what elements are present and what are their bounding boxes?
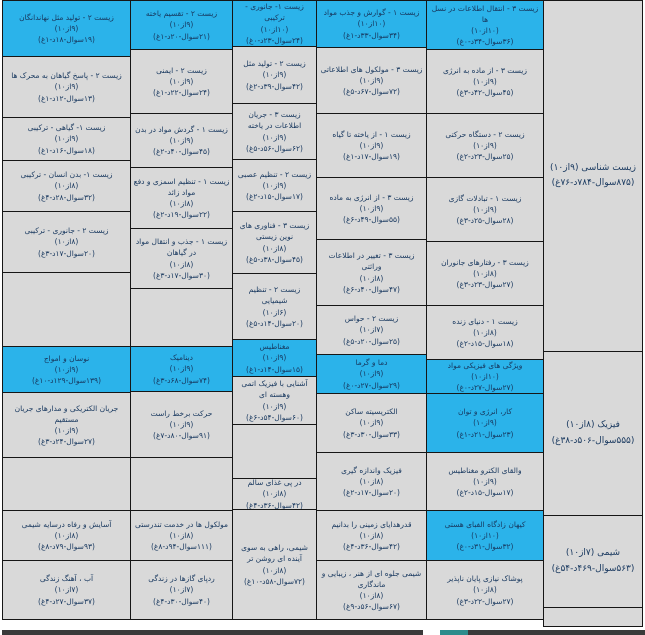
topic-score: (۹از۱۰) xyxy=(473,140,497,150)
topic-cell[interactable] xyxy=(316,47,427,114)
topic-title: زیست ۳ - رفتارهای جانوران xyxy=(441,257,529,267)
topic-stats: (۷۲سوال-۶۷د-۵غ) xyxy=(343,87,400,97)
topic-score: (۹از۱۰) xyxy=(262,180,287,190)
topic-score: (۸از۱۰) xyxy=(473,268,497,278)
topic-score: (۹از۱۰) xyxy=(473,76,497,86)
topic-stats: (۴۷سوال-۴۰د-۶غ) xyxy=(343,284,400,294)
topic-score: (۹از۱۰) xyxy=(54,134,79,144)
topic-stats: (۱۱۱سوال-۹۴د-۸غ) xyxy=(151,542,212,552)
topic-score: (۶از۱۰) xyxy=(262,307,287,317)
topic-title: نوسان و امواج xyxy=(43,353,90,363)
topic-stats: (۱۸سوال-۱۶د-۱غ) xyxy=(38,145,95,155)
topic-cell[interactable] xyxy=(426,0,544,50)
footer-segment xyxy=(423,630,440,635)
topic-title: زیست ۳ - فناوری های نوین زیستی xyxy=(239,221,310,242)
topic-stats: (۴۰سوال-۳۰د-۴غ) xyxy=(153,596,210,606)
topic-title: زیست ۳ - انتقال اطلاعات در نسل ها xyxy=(431,3,539,24)
topic-title: زیست ۳ - از ماده به انرژی xyxy=(442,65,527,75)
topic-stats: (۹۱سوال-۸۰د-۷غ) xyxy=(153,431,210,441)
topic-cell[interactable] xyxy=(316,560,427,620)
topic-title: زیست ۱ - از یاخته تا گیاه xyxy=(332,129,411,139)
topic-title: والقای الکترو مغناطیس xyxy=(448,465,522,475)
topic-title: زیست ۲ - دستگاه حرکتی xyxy=(445,129,525,139)
topic-score: (۸از۱۰) xyxy=(169,530,194,540)
topic-score: (۱۰از۱۰) xyxy=(471,26,499,35)
topic-cell[interactable] xyxy=(232,478,317,510)
topic-cell[interactable] xyxy=(316,177,427,240)
subject-stats: (۸۷۵سوال-۷۸۴د-۷۶غ) xyxy=(551,178,635,188)
topic-title: آب ، آهنگ زندگی xyxy=(39,574,94,584)
topic-title: فیزیک واندازه گیری xyxy=(341,465,402,475)
topic-title: زیست ۱- بدن انسان - ترکیبی xyxy=(20,170,113,180)
subject-header-column xyxy=(543,0,643,627)
topic-cell[interactable] xyxy=(232,376,317,425)
topic-cell[interactable] xyxy=(316,354,427,394)
topic-cell[interactable] xyxy=(426,305,544,360)
topic-stats: (۹۳سوال-۷۹د-۸غ) xyxy=(38,542,95,552)
subject-stats: (۵۵۵سوال-۵۰۶د-۳۸غ) xyxy=(551,435,635,446)
topic-title: کیهان زادگاه الفبای هستی xyxy=(444,519,526,529)
topic-title: زیست ۲ - تولید مثل xyxy=(243,59,306,69)
topic-score: (۸از۱۰) xyxy=(54,237,79,247)
topic-stats: (۳۷سوال-۲۷د-۴غ) xyxy=(38,596,95,606)
topic-cell[interactable] xyxy=(316,393,427,453)
topic-stats: (۴۲سوال-۳۶د-۴غ) xyxy=(343,542,400,552)
topic-stats: (۲۷سوال-۲۳د-۳غ) xyxy=(456,280,514,290)
topic-title: کار، انرژی و توان xyxy=(457,407,513,417)
topic-stats: (۲۸سوال-۲۵د-۳غ) xyxy=(456,216,514,226)
topic-score: (۹از۱۰) xyxy=(359,75,384,85)
topic-cell[interactable] xyxy=(2,392,131,458)
empty-cell[interactable] xyxy=(232,424,317,479)
topic-score: (۸از۱۰) xyxy=(359,591,384,600)
topic-title: زیست ۱ - تنظیم اسمزی و دفع مواد زائد xyxy=(133,176,230,197)
topic-title: زیست ۲ - پاسخ گیاهان به محرک ها xyxy=(11,71,122,81)
subject-stats: (۵۶۳سوال-۴۶۹د-۵۴غ) xyxy=(551,563,635,574)
topic-cell[interactable] xyxy=(2,56,131,118)
subject-cell[interactable] xyxy=(543,351,643,516)
topic-score: (۹از۱۰) xyxy=(169,20,194,30)
topic-title: زیست ۱ - جذب و انتقال مواد در گیاهان xyxy=(135,237,228,258)
topic-stats: (۵۵سوال-۴۹د-۶غ) xyxy=(343,215,400,225)
topic-score: (۷از۱۰) xyxy=(359,325,384,335)
topic-score: (۹از۱۰) xyxy=(359,369,384,379)
topic-stats: (۲۷سوال-۲۷د-۰غ) xyxy=(456,383,514,393)
topic-title: زیست ۳ - جریان اطلاعات در یاخته xyxy=(247,110,302,131)
topic-stats: (۳۲سوال-۳۱د-۰غ) xyxy=(456,542,514,552)
topic-cell[interactable] xyxy=(2,0,131,57)
topic-stats: (۲۲سوال-۱۹د-۲غ) xyxy=(153,210,210,220)
subject-name: شیمی (۷از۱۰) xyxy=(565,548,621,559)
subject-name: زیست شناسی (۹از۱۰) xyxy=(550,162,636,173)
empty-cell[interactable] xyxy=(543,607,643,627)
topic-score: (۹از۱۰) xyxy=(359,140,384,150)
topic-stats: (۲۵سوال-۲۳د-۲غ) xyxy=(456,152,514,162)
topic-score: (۸از۱۰) xyxy=(359,273,384,283)
topic-score: (۹از۱۰) xyxy=(473,476,497,486)
topic-score: (۸از۱۰) xyxy=(359,530,384,540)
topic-title: دینامیک xyxy=(170,353,193,363)
topic-stats: (۱۹سوال-۱۷د-۱غ) xyxy=(343,152,400,162)
topic-stats: (۲۴سوال-۲۲د-۱غ) xyxy=(153,88,210,98)
topic-score: (۱۰از۱۰) xyxy=(471,371,499,381)
empty-cell[interactable] xyxy=(130,457,233,511)
topic-title: قدرهدایای زمینی را بدانیم xyxy=(331,519,412,529)
topic-column xyxy=(232,0,317,620)
topic-title: زیست ۲ - تقسیم یاخته xyxy=(145,9,218,19)
subject-cell[interactable] xyxy=(543,0,643,352)
topic-stats: (۳۲سوال-۲۸د-۴غ) xyxy=(38,192,95,202)
topic-cell[interactable] xyxy=(130,228,233,289)
topic-score: (۹از۱۰) xyxy=(473,418,497,428)
topic-score: (۸از۱۰) xyxy=(54,530,79,540)
topic-stats: (۴۲سوال-۳۹د-۲غ) xyxy=(246,81,303,91)
topic-cell[interactable] xyxy=(232,509,317,620)
topic-stats: (۴۵سوال-۳۸د-۵غ) xyxy=(246,254,303,264)
topic-title: مغناطیس xyxy=(259,342,290,352)
topic-cell[interactable] xyxy=(426,177,544,242)
topic-score: (۹از۱۰) xyxy=(359,203,384,213)
topic-cell[interactable] xyxy=(426,49,544,114)
topic-cell[interactable] xyxy=(2,117,131,161)
topic-title: زیست ۱ - گوارش و جذب مواد xyxy=(323,8,420,18)
subject-name: فیزیک (۸از۱۰) xyxy=(566,420,620,431)
topic-stats: (۱۵سوال-۱۴د-۱غ) xyxy=(246,364,303,374)
footer-bar xyxy=(2,630,645,635)
topic-title: پوشاک نیازی پایان ناپذیر xyxy=(447,574,523,584)
topic-stats: (۲۰سوال-۱۷د-۲غ) xyxy=(343,488,400,498)
topic-title: زیست ۲ - تولید مثل نهاندانگان xyxy=(19,12,114,22)
topic-cell[interactable] xyxy=(232,103,317,160)
topic-stats: (۷۴سوال-۶۸د-۳غ) xyxy=(153,375,210,385)
topic-cell[interactable] xyxy=(232,273,317,340)
topic-title: زیست ۲ - حواس xyxy=(344,314,399,324)
topic-column xyxy=(2,0,131,620)
topic-stats: (۲۷سوال-۲۲د-۳غ) xyxy=(456,596,514,606)
topic-score: (۹از۱۰) xyxy=(169,76,194,86)
topic-stats: (۳۰سوال-۱۷د-۳غ) xyxy=(153,270,210,280)
topic-title: زیست ۱- گیاهی - ترکیبی xyxy=(27,123,106,133)
empty-cell[interactable] xyxy=(2,457,131,511)
topic-score: (۱۰از۱۰) xyxy=(471,530,499,540)
topic-stats: (۶۷سوال-۵۶د-۹غ) xyxy=(343,602,400,612)
topic-cell[interactable] xyxy=(232,159,317,212)
topic-title: زیست ۲ - تنظیم عصبی xyxy=(237,169,312,179)
topic-score: (۸از۱۰) xyxy=(54,181,79,191)
topic-title: زیست ۳ - از انرژی به ماده xyxy=(329,192,414,202)
topic-cell[interactable] xyxy=(2,211,131,273)
topic-score: (۹از۱۰) xyxy=(54,364,79,374)
topic-stats: (۱۷سوال-۱۵د-۲غ) xyxy=(246,192,303,202)
topic-score: (۱۰از۱۰) xyxy=(260,24,289,34)
topic-cell[interactable] xyxy=(130,391,233,458)
topic-cell[interactable] xyxy=(130,167,233,229)
topic-cell[interactable] xyxy=(426,452,544,511)
topic-title: شیمی، راهی به سوی آینده ای روشن تر xyxy=(241,543,308,564)
topic-score: (۱۰از۱۰) xyxy=(357,19,386,29)
topic-score: (۸از۱۰) xyxy=(473,585,497,595)
topic-score: (۷از۱۰) xyxy=(54,585,79,595)
topic-score: (۸از۱۰) xyxy=(262,243,287,253)
topic-stats: (۳۴سوال-۳۳د-۱غ) xyxy=(343,30,400,40)
topic-cell[interactable] xyxy=(316,305,427,355)
topic-cell[interactable] xyxy=(426,393,544,453)
topic-title: مولکول ها در خدمت تندرستی xyxy=(134,519,229,529)
topic-column xyxy=(130,0,233,620)
topic-stats: (۲۰سوال-۱۴د-۵غ) xyxy=(246,318,303,328)
topic-score: (۹از۱۰) xyxy=(262,132,287,142)
topic-cell[interactable] xyxy=(232,46,317,104)
topic-title: ویژگی های فیزیکی مواد xyxy=(447,360,523,370)
topic-stats: (۱۷سوال-۱۵د-۲غ) xyxy=(456,488,514,498)
topic-stats: (۱۸سوال-۱۵د-۲غ) xyxy=(456,339,514,349)
topic-title: زیست ۳ - تغییر در اطلاعات وراثتی xyxy=(328,251,415,272)
topic-stats: (۴۵سوال-۴۰د-۲غ) xyxy=(153,147,210,157)
topic-stats: (۴۲سوال-۳۶د-۴غ) xyxy=(246,500,303,510)
topic-cell[interactable] xyxy=(2,346,131,393)
topic-cell[interactable] xyxy=(130,113,233,168)
topic-title: زیست ۲ - جانوری - ترکیبی xyxy=(24,226,109,236)
topic-cell[interactable] xyxy=(130,0,233,50)
topic-cell[interactable] xyxy=(426,359,544,394)
topic-stats: (۲۰سوال-۱۷د-۳غ) xyxy=(38,248,95,258)
topic-cell[interactable] xyxy=(2,510,131,561)
topic-score: (۹از۱۰) xyxy=(169,419,194,429)
footer-segment xyxy=(440,630,468,635)
topic-title: زیست ۱ - دنیای زنده xyxy=(452,316,518,326)
topic-stats: (۴۵سوال-۴۲د-۳غ) xyxy=(456,88,514,98)
empty-cell[interactable] xyxy=(2,272,131,347)
topic-cell[interactable] xyxy=(316,0,427,48)
topic-stats: (۳۳سوال-۳۰د-۳غ) xyxy=(343,429,400,439)
topic-cell[interactable] xyxy=(232,0,317,47)
topic-score: (۹از۱۰) xyxy=(262,401,287,411)
topic-score: (۹از۱۰) xyxy=(54,82,79,92)
topic-stats: (۱۳۹سوال-۱۲۹د-۱۰غ) xyxy=(31,376,102,386)
topic-title: زیست ۲ - تنظیم شیمیایی xyxy=(248,285,301,306)
topic-title: در پی غذای سالم xyxy=(247,478,302,488)
topic-score: (۹از۱۰) xyxy=(54,23,79,33)
topic-cell[interactable] xyxy=(130,560,233,620)
topic-stats: (۲۹سوال-۲۷د-۰غ) xyxy=(343,380,400,390)
topic-column xyxy=(316,0,427,620)
topic-column xyxy=(426,0,544,620)
topic-title: جریان الکتریکی و مدارهای جریان مستقیم xyxy=(14,403,119,424)
topic-stats: (۲۴سوال-۲۳د-۰غ) xyxy=(246,35,303,45)
topic-title: آسایش و رفاه درسایه شیمی xyxy=(21,519,112,529)
topic-title: دما و گرما xyxy=(355,358,388,368)
topic-score: (۸از۱۰) xyxy=(262,489,287,499)
topic-score: (۸از۱۰) xyxy=(169,259,194,269)
empty-cell[interactable] xyxy=(130,288,233,347)
topic-title: زیست ۲ - ایمنی xyxy=(156,65,207,75)
topic-stats: (۱۹سوال-۱۸د-۱غ) xyxy=(38,35,95,45)
topic-cell[interactable] xyxy=(426,560,544,620)
topic-title: زیست ۱ - گردش مواد در بدن xyxy=(135,124,228,134)
topic-title: زیست ۳ - مولکول های اطلاعاتی xyxy=(320,64,423,74)
topic-cell[interactable] xyxy=(426,241,544,306)
topic-stats: (۳۶سوال-۳۴د-۰غ) xyxy=(456,37,514,47)
topic-score: (۹از۱۰) xyxy=(359,418,384,428)
topic-title: زیست ۱ - تبادلات گازی xyxy=(448,193,522,203)
topic-stats: (۲۳سوال-۲۱د-۱غ) xyxy=(456,429,514,439)
topic-score: (۸از۱۰) xyxy=(262,565,287,575)
topic-cell[interactable] xyxy=(232,211,317,274)
topic-cell[interactable] xyxy=(316,510,427,561)
topic-title: حرکت برخط راست xyxy=(150,408,213,418)
topic-title: زیست ۱- جانوری - ترکیبی xyxy=(245,2,304,23)
topic-title: آشنایی با فیزیک اتمی وهسته ای xyxy=(241,379,308,400)
topic-stats: (۲۷سوال-۲۴د-۳غ) xyxy=(38,437,95,447)
topic-score: (۹از۱۰) xyxy=(262,70,287,80)
topic-stats: (۱۳سوال-۱۲د-۱غ) xyxy=(38,93,95,103)
topic-score: (۹از۱۰) xyxy=(54,426,79,435)
topic-cell[interactable] xyxy=(130,510,233,561)
topic-title: شیمی جلوه ای از هنر ، زیبایی و ماندگاری xyxy=(321,568,422,589)
topic-score: (۸از۱۰) xyxy=(169,199,194,208)
topic-score: (۹از۱۰) xyxy=(169,364,194,374)
topic-score: (۹از۱۰) xyxy=(262,353,287,363)
topic-cell[interactable] xyxy=(316,113,427,178)
topic-stats: (۲۵سوال-۲۰د-۵غ) xyxy=(343,336,400,346)
topic-cell[interactable] xyxy=(232,339,317,377)
topic-stats: (۲۱سوال-۲۰د-۱غ) xyxy=(153,31,210,41)
topic-cell[interactable] xyxy=(130,346,233,392)
topic-cell[interactable] xyxy=(2,160,131,212)
topic-stats: (۶۲سوال-۵۶د-۵غ) xyxy=(246,143,303,153)
topic-cell[interactable] xyxy=(426,113,544,178)
topic-score: (۷از۱۰) xyxy=(169,585,194,595)
topic-score: (۹از۱۰) xyxy=(169,135,194,145)
topic-cell[interactable] xyxy=(316,239,427,306)
topic-title: ردپای گازها در زندگی xyxy=(148,574,215,584)
topic-score: (۸از۱۰) xyxy=(473,327,497,337)
topic-stats: (۷۲سوال-۵۸د-۱۰غ) xyxy=(244,576,305,586)
topic-cell[interactable] xyxy=(426,510,544,561)
topic-score: (۸از۱۰) xyxy=(359,476,384,486)
topic-stats: (۶۰سوال-۵۴د-۶غ) xyxy=(246,412,303,422)
topic-score: (۹از۱۰) xyxy=(473,204,497,214)
subject-cell[interactable] xyxy=(543,515,643,608)
topic-cell[interactable] xyxy=(2,560,131,620)
topic-cell[interactable] xyxy=(316,452,427,511)
topic-cell[interactable] xyxy=(130,49,233,114)
topic-title: الکتریسیته ساکن xyxy=(345,407,398,417)
